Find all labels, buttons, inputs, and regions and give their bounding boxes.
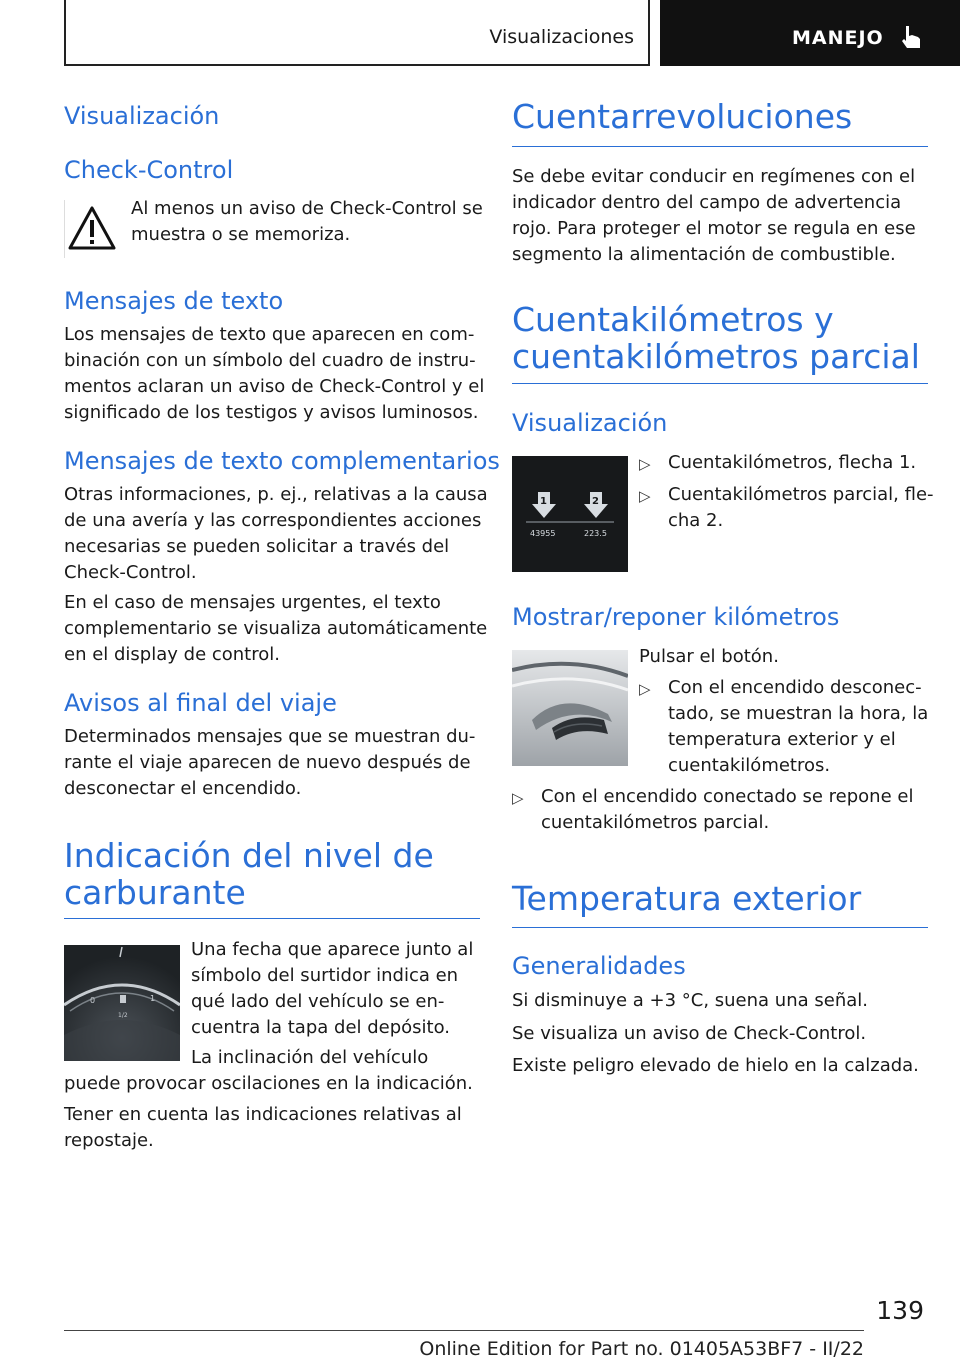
header-chapter-tab xyxy=(660,0,960,66)
footer-rule xyxy=(64,1330,864,1331)
temp-line-2: Se visualiza un aviso de Check-Control. xyxy=(512,1023,867,1044)
bullet-visual-2: Cuentakilómetros parcial, fle- cha 2. xyxy=(668,484,934,531)
mensajes-comp-text-2: En el caso de mensajes urgentes, el texto complementario se visualiza automáticamente en el display de control. xyxy=(64,592,488,665)
pointing-hand-icon xyxy=(896,22,926,52)
odometer-image xyxy=(512,456,628,572)
bullet-mostrar-2: Con el encendido conectado se repone el cuentakilómetros parcial. xyxy=(541,786,914,833)
odo-arrow-2-label: 2 xyxy=(592,496,599,507)
gauge-label-half: 1/2 xyxy=(118,1012,128,1019)
heading-visualizacion-right: Visualización xyxy=(512,409,668,437)
temp-line-3: Existe peligro elevado de hielo en la calzada. xyxy=(512,1055,919,1076)
heading-rule xyxy=(64,918,480,919)
heading-mensajes-de-texto: Mensajes de texto xyxy=(64,287,284,315)
heading-temperatura-exterior: Temperatura exterior xyxy=(512,879,862,918)
odo-trip-value: 223.5 xyxy=(584,529,607,538)
temp-line-1: Si disminuye a +3 °C, suena una señal. xyxy=(512,990,868,1011)
heading-rule xyxy=(512,383,928,384)
heading-visualizacion: Visualización xyxy=(64,102,220,130)
mensajes-text: Los mensajes de texto que aparecen en com- binación con un símbolo del cuadro de instru- mentos aclaran un aviso de Check-Control y el significado de los testigos y avisos luminosos. xyxy=(64,324,485,423)
odo-total-value: 43955 xyxy=(530,529,556,538)
header-section-tab xyxy=(64,0,650,66)
footer-edition: Online Edition for Part no. 01405A53BF7 - II/22 xyxy=(419,1338,864,1360)
warning-triangle-icon xyxy=(64,200,120,258)
header-chapter-title: MANEJO xyxy=(792,27,884,49)
heading-cuentarrevoluciones: Cuentarrevoluciones xyxy=(512,97,853,136)
bullet-mostrar-1: Con el encendido desconec- tado, se muestran la hora, la temperatura exterior y el cuentakilómetros. xyxy=(668,677,929,776)
heading-rule xyxy=(512,927,928,928)
heading-generalidades: Generalidades xyxy=(512,952,686,980)
heading-avisos-final-viaje: Avisos al final del viaje xyxy=(64,689,337,717)
triangle-right-bullet-icon: ▷ xyxy=(639,455,651,473)
mostrar-text: Pulsar el botón. xyxy=(639,646,779,667)
heading-cuentakilometros: Cuentakilómetros y cuentakilómetros parcial xyxy=(512,300,920,376)
gauge-label-zero: 0 xyxy=(90,996,96,1005)
triangle-right-bullet-icon: ▷ xyxy=(639,680,651,698)
heading-mensajes-complementarios: Mensajes de texto complementarios xyxy=(64,447,500,475)
button-photo-image xyxy=(512,650,628,766)
heading-mostrar-reponer: Mostrar/reponer kilómetros xyxy=(512,603,840,631)
cuentarrev-text: Se debe evitar conducir en regímenes con el indicador dentro del campo de advertencia rojo. Para proteger el motor se regula en ese segmento la alimentación de combustible. xyxy=(512,166,916,265)
heading-nivel-carburante: Indicación del nivel de carburante xyxy=(64,836,434,912)
page-number: 139 xyxy=(876,1296,924,1325)
nivel-text-2: La inclinación del vehículo puede provocar oscilaciones en la indicación. xyxy=(64,1047,473,1094)
mensajes-comp-text-1: Otras informaciones, p. ej., relativas a la causa de una avería y las correspondientes acciones necesarias se pueden solicitar a través del Check-Control. xyxy=(64,484,488,583)
nivel-text-3: Tener en cuenta las indicaciones relativas al repostaje. xyxy=(64,1104,462,1151)
odo-arrow-1-label: 1 xyxy=(540,496,547,507)
heading-check-control: Check-Control xyxy=(64,156,234,184)
check-control-text: Al menos un aviso de Check-Control se muestra o se memoriza. xyxy=(131,198,483,245)
triangle-right-bullet-icon: ▷ xyxy=(512,789,524,807)
fuel-gauge-image xyxy=(64,945,180,1061)
nivel-text-1: Una fecha que aparece junto al símbolo del surtidor indica en qué lado del vehículo se en- cuentra la tapa del depósito. xyxy=(191,939,474,1038)
triangle-right-bullet-icon: ▷ xyxy=(639,487,651,505)
bullet-visual-1: Cuentakilómetros, flecha 1. xyxy=(668,452,917,473)
heading-rule xyxy=(512,146,928,147)
avisos-text: Determinados mensajes que se muestran du- rante el viaje aparecen de nuevo después de desconectar el encendido. xyxy=(64,726,476,799)
header-section-title: Visualizaciones xyxy=(489,26,634,48)
gauge-label-one: 1 xyxy=(150,994,156,1003)
